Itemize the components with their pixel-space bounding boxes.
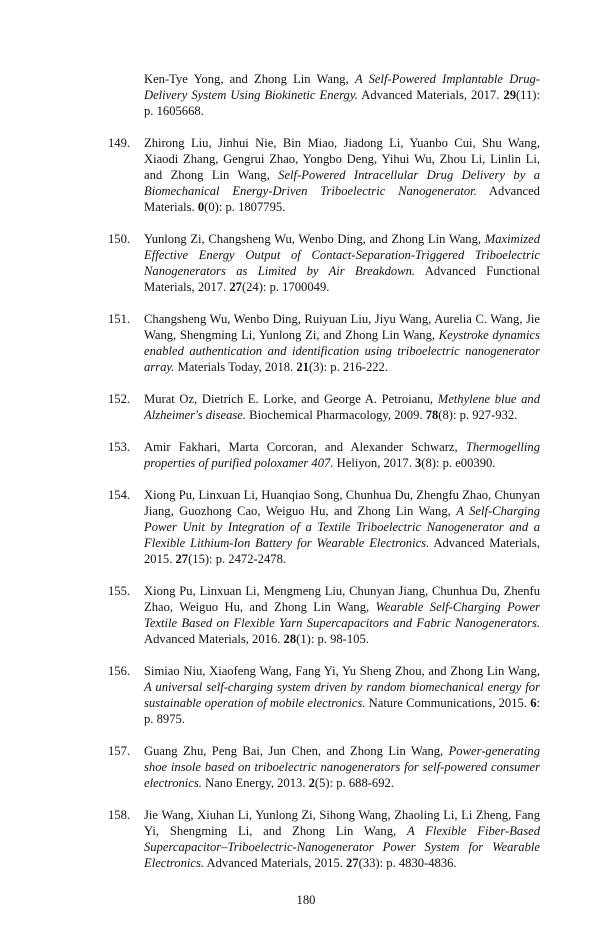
reference-number: 152. — [108, 392, 131, 406]
reference-text — [144, 583, 540, 647]
reference-pages: (8): p. 927-932. — [438, 408, 518, 422]
reference-title: A Self-Powered Implantable Drug-Delivery System Using Biokinetic Energy. — [144, 72, 540, 102]
reference-journal: Advanced Materials, 2015. — [204, 856, 347, 870]
page-number: 180 — [296, 893, 316, 907]
reference-text — [144, 807, 540, 871]
reference-text — [144, 391, 540, 423]
reference-entry — [108, 391, 540, 423]
reference-pages: (33): p. 4830-4836. — [358, 856, 457, 870]
reference-journal: Advanced Materials. — [144, 184, 540, 214]
reference-entry — [108, 583, 540, 647]
reference-journal: Advanced Functional Materials, 2017. — [144, 264, 540, 294]
reference-authors: Murat Oz, Dietrich E. Lorke, and George A. Petroianu, — [144, 392, 438, 406]
reference-title: Thermogelling properties of purified poloxamer 407. — [144, 440, 540, 470]
reference-title: Methylene blue and Alzheimer's disease. — [144, 392, 541, 422]
reference-authors: Xiong Pu, Linxuan Li, Huanqiao Song, Chunhua Du, Zhengfu Zhao, Chunyan Jiang, Guozhong Cao, Weiguo Hu, and Zhong Lin Wang, — [144, 488, 540, 518]
reference-volume: 27 — [346, 856, 359, 870]
reference-title: A Flexible Fiber-Based Supercapacitor–Triboelectric-Nanogenerator Power System for Wearable Electronics. — [144, 824, 540, 870]
reference-entry — [108, 231, 540, 295]
reference-journal: Nano Energy, 2013. — [201, 776, 309, 790]
reference-entry — [108, 743, 540, 791]
reference-title: A universal self-charging system driven by random biomechanical energy for sustainable operation of mobile electronics. — [144, 680, 540, 710]
reference-title: Self-Powered Intracellular Drug Delivery by a Biomechanical Energy-Driven Triboelectric Nanogenerator. — [144, 168, 540, 198]
reference-number: 151. — [108, 312, 131, 326]
reference-number: 157. — [108, 744, 131, 758]
reference-pages: (5): p. 688-692. — [314, 776, 394, 790]
reference-entry — [108, 439, 540, 471]
reference-text — [144, 311, 540, 375]
reference-title: Keystroke dynamics enabled authentication and identification using triboelectric nanogenerator array. — [144, 328, 540, 374]
reference-number: 153. — [108, 440, 131, 454]
reference-pages: (1): p. 98-105. — [296, 632, 369, 646]
reference-authors: Yunlong Zi, Changsheng Wu, Wenbo Ding, and Zhong Lin Wang, — [144, 232, 485, 246]
reference-entry — [108, 135, 540, 215]
reference-journal: Biochemical Pharmacology, 2009. — [246, 408, 426, 422]
reference-number: 156. — [108, 664, 131, 678]
reference-volume: 6 — [530, 696, 537, 710]
reference-pages: (24): p. 1700049. — [241, 280, 330, 294]
reference-text — [144, 439, 540, 471]
reference-journal: Materials Today, 2018. — [174, 360, 297, 374]
reference-volume: 27 — [229, 280, 242, 294]
reference-entry — [108, 487, 540, 567]
reference-text — [144, 743, 540, 791]
reference-pages: (11): p. 1605668. — [144, 88, 540, 118]
reference-title: Maximized Effective Energy Output of Contact-Separation-Triggered Triboelectric Nanogenerators as Limited by Air Breakdown. — [144, 232, 540, 278]
reference-authors: Ken-Tye Yong, and Zhong Lin Wang, — [144, 72, 355, 86]
reference-text — [144, 71, 540, 119]
reference-authors: Jie Wang, Xiuhan Li, Yunlong Zi, Sihong Wang, Zhaoling Li, Li Zheng, Fang Yi, Shengming Li, and Zhong Lin Wang, — [144, 808, 540, 838]
reference-number: 150. — [108, 232, 131, 246]
reference-journal: Nature Communications, 2015. — [365, 696, 531, 710]
reference-volume: 0 — [197, 200, 205, 214]
reference-volume: 27 — [175, 552, 189, 566]
reference-number: 149. — [108, 136, 131, 150]
reference-entry — [108, 807, 540, 871]
reference-journal: Heliyon, 2017. — [333, 456, 415, 470]
reference-journal: Advanced Materials, 2015. — [144, 536, 540, 566]
reference-title: A Self-Charging Power Unit by Integration of a Textile Triboelectric Nanogenerator and a Flexible Lithium-Ion Battery for Wearable Electronics. — [144, 504, 540, 550]
reference-authors: Zhirong Liu, Jinhui Nie, Bin Miao, Jiadong Li, Yuanbo Cui, Shu Wang, Xiaodi Zhang, Gengrui Zhao, Yongbo Deng, Yihui Wu, Zhou Li, Linlin Li, and Zhong Lin Wang, — [144, 136, 540, 182]
reference-volume: 78 — [425, 408, 439, 422]
reference-pages: : p. 8975. — [144, 696, 540, 726]
reference-entry — [108, 311, 540, 375]
reference-volume: 29 — [503, 88, 516, 102]
reference-pages: (0): p. 1807795. — [204, 200, 286, 214]
reference-journal: Advanced Materials, 2017. — [357, 88, 504, 102]
reference-volume: 21 — [296, 360, 309, 374]
reference-text — [144, 135, 540, 215]
reference-entry — [108, 71, 540, 119]
reference-text — [144, 231, 540, 295]
reference-volume: 3 — [415, 456, 422, 470]
reference-authors: Guang Zhu, Peng Bai, Jun Chen, and Zhong Lin Wang, — [144, 744, 449, 758]
reference-text — [144, 663, 540, 727]
reference-text — [144, 487, 540, 567]
reference-authors: Amir Fakhari, Marta Corcoran, and Alexander Schwarz, — [144, 440, 466, 454]
reference-pages: (3): p. 216-222. — [308, 360, 388, 374]
reference-pages: (15): p. 2472-2478. — [188, 552, 287, 566]
reference-journal: Advanced Materials, 2016. — [144, 632, 284, 646]
reference-title: Power-generating shoe insole based on triboelectric nanogenerators for self-powered consumer electronics. — [144, 744, 540, 790]
reference-pages: (8): p. e00390. — [421, 456, 496, 470]
reference-authors: Changsheng Wu, Wenbo Ding, Ruiyuan Liu, Jiyu Wang, Aurelia C. Wang, Jie Wang, Shengming Li, Yunlong Zi, and Zhong Lin Wang, — [144, 312, 540, 342]
reference-list — [0, 71, 612, 871]
reference-volume: 28 — [283, 632, 297, 646]
reference-authors: Xiong Pu, Linxuan Li, Mengmeng Liu, Chunyan Jiang, Chunhua Du, Zhenfu Zhao, Weiguo Hu, and Zhong Lin Wang, — [144, 584, 540, 614]
reference-volume: 2 — [308, 776, 315, 790]
reference-number: 154. — [108, 488, 131, 502]
reference-entry — [108, 663, 540, 727]
reference-title: Wearable Self-Charging Power Textile Based on Flexible Yarn Supercapacitors and Fabric Nanogenerators. — [144, 600, 540, 630]
reference-authors: Simiao Niu, Xiaofeng Wang, Fang Yi, Yu Sheng Zhou, and Zhong Lin Wang, — [144, 664, 540, 678]
reference-number: 158. — [108, 808, 131, 822]
reference-number: 155. — [108, 584, 131, 598]
